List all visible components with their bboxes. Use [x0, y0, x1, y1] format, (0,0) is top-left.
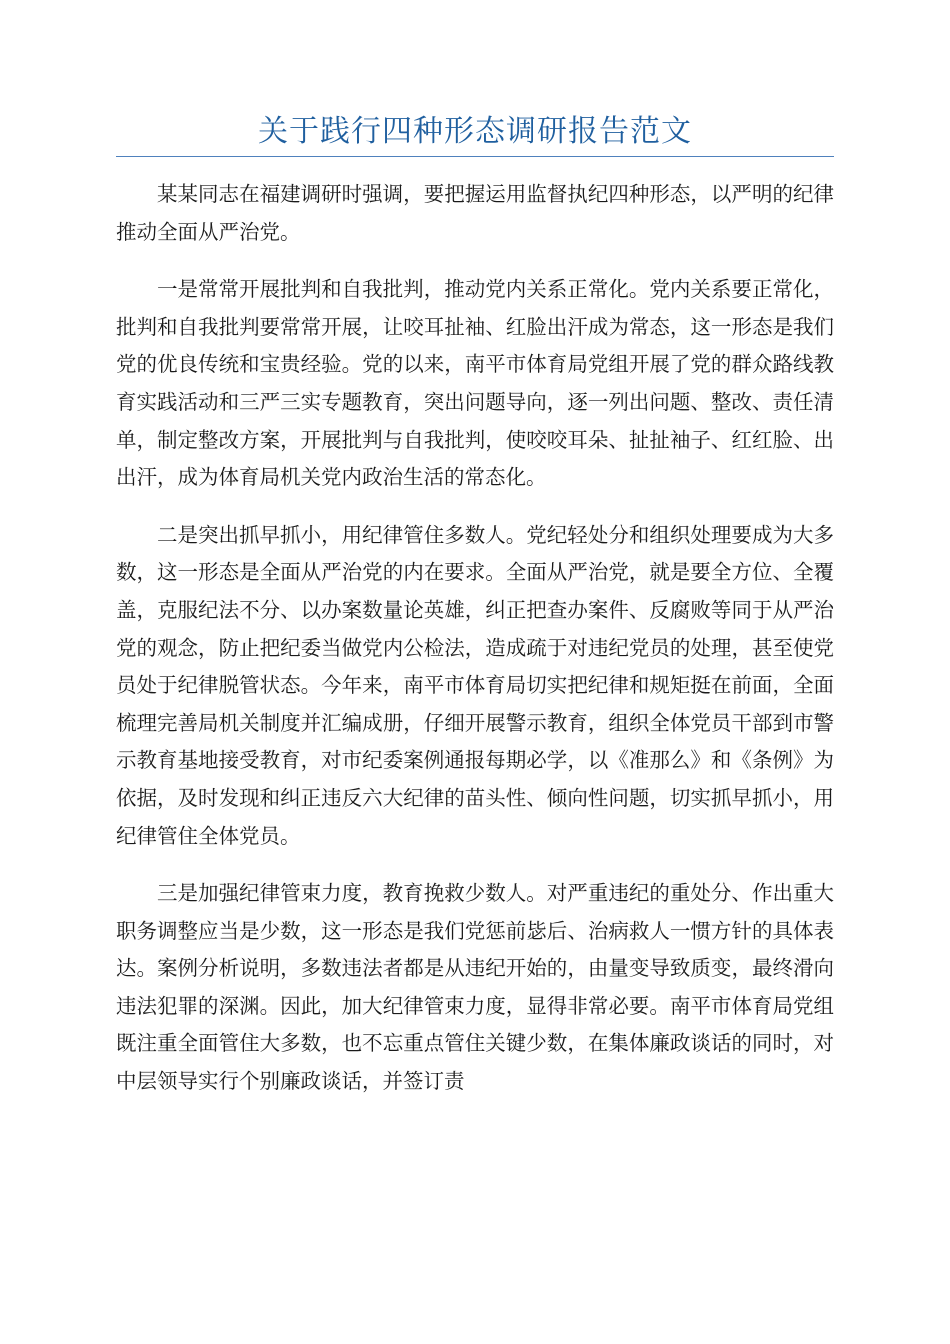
paragraph-3: 二是突出抓早抓小，用纪律管住多数人。党纪轻处分和组织处理要成为大多数，这一形态是全面从严治党的内在要求。全面从严治党，就是要全方位、全覆盖，克服纪法不分、以办案数量论英雄，纠正把查办案件、反腐败等同于从严治党的观念，防止把纪委当做党内公检法，造成疏于对违纪党员的处理，甚至使党员处于纪律脱管状态。今年来，南平市体育局切实把纪律和规矩挺在前面，全面梳理完善局机关制度并汇编成册，仔细开展警示教育，组织全体党员干部到市警示教育基地接受教育，对市纪委案例通报每期必学，以《准那么》和《条例》为依据，及时发现和纠正违反六大纪律的苗头性、倾向性问题，切实抓早抓小，用纪律管住全体党员。	[116, 522, 834, 848]
document-body	[116, 176, 834, 1121]
document-title: 关于践行四种形态调研报告范文	[116, 108, 834, 157]
paragraph-4: 三是加强纪律管束力度，教育挽救少数人。对严重违纪的重处分、作出重大职务调整应当是少数，这一形态是我们党惩前毖后、治病救人一惯方针的具体表达。案例分析说明，多数违法者都是从违纪开始的，由量变导致质变，最终滑向违法犯罪的深渊。因此，加大纪律管束力度，显得非常必要。南平市体育局党组既注重全面管住大多数，也不忘重点管住关键少数，在集体廉政谈话的同时，对中层领导实行个别廉政谈话，并签订责	[116, 881, 834, 1094]
paragraph-1: 某某同志在福建调研时强调，要把握运用监督执纪四种形态，以严明的纪律推动全面从严治党。	[116, 182, 834, 244]
paragraph-2: 一是常常开展批判和自我批判，推动党内关系正常化。党内关系要正常化，批判和自我批判要常常开展，让咬耳扯袖、红脸出汗成为常态，这一形态是我们党的优良传统和宝贵经验。党的以来，南平市体育局党组开展了党的群众路线教育实践活动和三严三实专题教育，突出问题导向，逐一列出问题、整改、责任清单，制定整改方案，开展批判与自我批判，使咬咬耳朵、扯扯袖子、红红脸、出出汗，成为体育局机关党内政治生活的常态化。	[116, 277, 834, 490]
